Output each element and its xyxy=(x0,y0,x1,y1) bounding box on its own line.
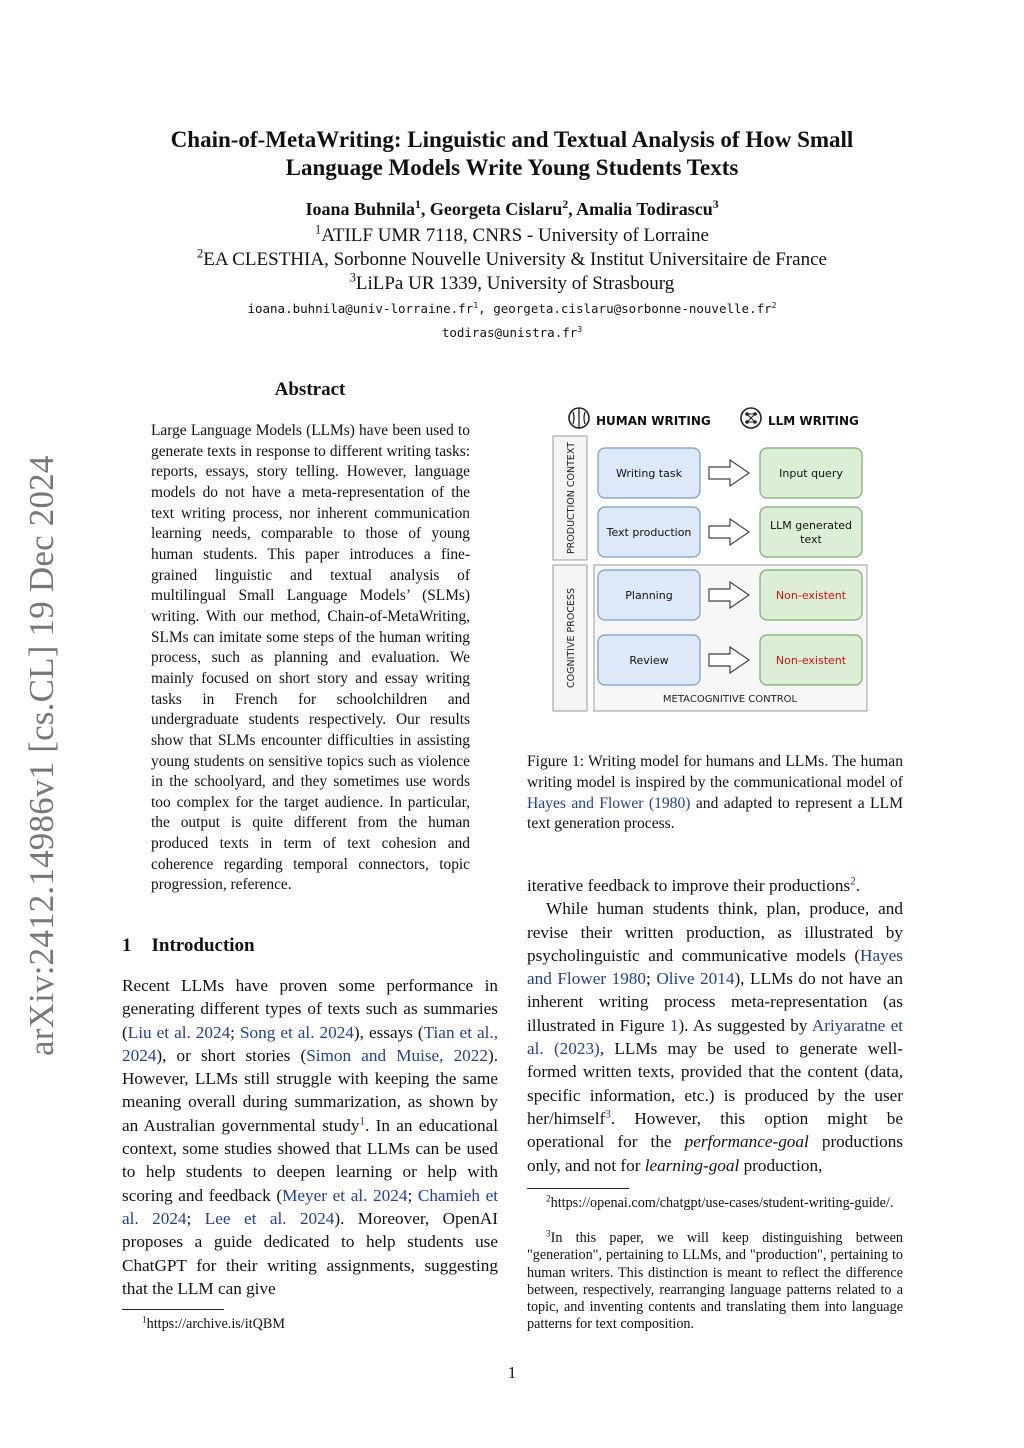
author-name: Georgeta Cislaru xyxy=(429,199,563,219)
citation-link[interactable]: Tian et al., 2024 xyxy=(122,1022,498,1065)
text-run: productions only, and not for xyxy=(527,1132,903,1175)
text-run: ). However, LLMs still struggle with keeping the same meaning overall during summarization, as shown by an Australian governmental study xyxy=(122,1045,498,1135)
email-line-2 xyxy=(100,325,924,340)
text-run: ; xyxy=(407,1185,418,1205)
introduction-paragraph xyxy=(122,974,498,1300)
figure-ref-link[interactable]: 1 xyxy=(669,1015,679,1035)
email-address[interactable]: ioana.buhnila@univ-lorraine.fr xyxy=(247,301,474,316)
footnote-ref[interactable]: 3 xyxy=(605,1108,611,1121)
arrow-right-icon xyxy=(709,519,749,545)
text-run xyxy=(544,1039,554,1058)
citation-link[interactable]: Olive 2014 xyxy=(656,969,735,989)
paragraph-continuation xyxy=(527,874,903,897)
paper-title xyxy=(100,126,924,182)
affiliation-text: EA CLESTHIA, Sorbonne Nouvelle University & Institut Universitaire de France xyxy=(203,249,827,270)
email-mark: 3 xyxy=(577,323,583,334)
abstract-heading: Abstract xyxy=(274,379,346,400)
affiliation-3 xyxy=(100,272,924,296)
citation-link[interactable]: Ariyaratne et al. xyxy=(527,1015,904,1059)
production-context-label: PRODUCTION CONTEXT xyxy=(566,441,577,555)
text-run: ), or short stories ( xyxy=(156,1045,307,1065)
text-production-label: Text production xyxy=(606,526,692,539)
email-mark: 1 xyxy=(473,299,479,310)
author-affiliation-mark: 1 xyxy=(415,198,421,211)
figure-1-caption xyxy=(527,752,903,835)
page-number: 1 xyxy=(507,1363,517,1382)
text-run: ; xyxy=(230,1022,240,1042)
text-run: production, xyxy=(739,1155,823,1175)
llm-writing-header: LLM WRITING xyxy=(768,414,859,428)
section-number: 1 xyxy=(122,935,132,956)
footnote-rule xyxy=(122,1309,224,1310)
text-run: . However, this option might be operational for the xyxy=(527,1108,903,1152)
affiliation-1 xyxy=(100,224,924,248)
non-existent-label-2: Non-existent xyxy=(775,654,847,667)
text-run: ). Moreover, OpenAI proposes a guide dedicated to help students use ChatGPT for their writing assignments, suggesting that the LLM can give xyxy=(122,1208,498,1298)
author-affiliation-mark: 2 xyxy=(562,198,569,211)
text-run: ), essays ( xyxy=(353,1022,424,1042)
citation-link[interactable]: Song et al. 2024 xyxy=(239,1022,354,1042)
citation-link[interactable]: Liu et al. 2024 xyxy=(127,1022,231,1042)
llm-generated-label-2: text xyxy=(800,533,822,546)
text-run: iterative feedback to improve their productions xyxy=(527,876,851,895)
footnote-mark: 2 xyxy=(546,1193,551,1204)
right-column-body xyxy=(527,874,903,1177)
footnote-ref[interactable]: 1 xyxy=(359,1115,366,1128)
cognitive-process-label: COGNITIVE PROCESS xyxy=(566,587,577,689)
affiliation-mark: 1 xyxy=(315,222,322,237)
text-run: ). As suggested by xyxy=(678,1015,812,1035)
text-run: , LLMs may be used to generate well-formed written texts, provided that the content (data, specific information, etc.) is produced by the user her/himself xyxy=(527,1039,903,1128)
arrow-right-icon xyxy=(709,460,749,486)
email-line-1 xyxy=(100,301,924,316)
footnote-url[interactable]: https://openai.com/chatgpt/use-cases/student-writing-guide/. xyxy=(550,1195,894,1211)
text-run: While human students think, plan, produce, and revise their written production, as illustrated by psycholinguistic and communicative models ( xyxy=(527,899,903,965)
figure-1-diagram xyxy=(550,400,872,718)
citation-link[interactable]: Hayes and Flower xyxy=(527,794,644,812)
footnote-2 xyxy=(527,1195,903,1212)
citation-link[interactable]: Hayes and Flower 1980 xyxy=(527,945,903,989)
citation-link[interactable]: Simon and Muise, 2022 xyxy=(306,1045,488,1065)
writing-task-label: Writing task xyxy=(616,467,682,480)
llm-generated-label-1: LLM generated xyxy=(769,519,853,532)
text-run: Figure 1: Writing model for humans and LLMs. The human writing model is inspired by the communicational model of xyxy=(527,753,903,791)
author-name: Amalia Todirascu xyxy=(576,199,713,219)
planning-label: Planning xyxy=(625,589,673,602)
footnote-ref[interactable]: 2 xyxy=(850,875,856,888)
affiliation-mark: 2 xyxy=(197,246,204,261)
abstract-body: Large Language Models (LLMs) have been used to generate texts in response to different writing tasks: reports, essays, story telling. However, language models do not have a meta-representation of the text writing process, nor inherent communication learning needs, comparable to those of young human students. This paper introduces a fine-grained linguistic and textual analysis of multilingual Small Language Models’ (SLMs) writing. With our method, Chain-of-MetaWriting, SLMs can imitate some steps of the human writing process, such as planning and evaluation. We mainly focused on short story and essay writing tasks in French for schoolchildren and undergraduate students respectively. Our results show that SLMs encounter difficulties in assisting young students on sensitive topics such as violence in the schoolyard, and they sometimes use words too complex for the target audience. In particular, the output is quite different from the human produced texts in term of text cohesion and coherence regarding temporal connectors, topic progression, reference. xyxy=(151,422,470,894)
email-separator: , xyxy=(478,301,486,316)
affiliation-text: LiLPa UR 1339, University of Strasbourg xyxy=(355,273,675,294)
section-heading-introduction xyxy=(122,935,498,957)
email-address[interactable]: georgeta.cislaru@sorbonne-nouvelle.fr xyxy=(493,301,772,316)
citation-link[interactable]: (2023) xyxy=(553,1039,600,1059)
affiliation-2 xyxy=(100,248,924,272)
footnote-text: In this paper, we will keep distinguishing between "generation", pertaining to LLMs, and "production", pertaining to human writers. This distinction is meant to reflect the difference between, respectively, rearranging language patterns related to a topic, and inventing contents and translating them into language patterns for text composition. xyxy=(527,1230,903,1333)
section-title: Introduction xyxy=(151,935,255,956)
text-run: . xyxy=(855,876,860,895)
email-mark: 2 xyxy=(771,299,777,310)
footnote-mark: 3 xyxy=(546,1228,551,1239)
text-run: and adapted to represent a LLM text generation process. xyxy=(527,794,903,833)
citation-link[interactable]: Meyer et al. 2024 xyxy=(282,1185,408,1205)
citation-link[interactable]: Lee et al. 2024 xyxy=(204,1208,335,1228)
text-run: ; xyxy=(186,1208,205,1228)
human-writing-header: HUMAN WRITING xyxy=(596,414,711,428)
text-run: ; xyxy=(645,969,657,989)
network-brain-icon xyxy=(741,408,761,428)
arxiv-identifier: arXiv:2412.14986v1 [cs.CL] 19 Dec 2024 xyxy=(22,455,61,1056)
text-run: . In an educational context, some studies showed that LLMs can be used to help students to deepen learning or help with scoring and feedback ( xyxy=(122,1115,498,1205)
author-name: Ioana Buhnila xyxy=(305,199,415,219)
author-affiliation-mark: 3 xyxy=(712,198,719,211)
affiliation-text: ATILF UMR 7118, CNRS - University of Lorraine xyxy=(321,225,709,246)
text-run: Recent LLMs have proven some performance in generating different types of texts such as summaries ( xyxy=(122,976,498,1042)
review-label: Review xyxy=(629,654,669,667)
author-list: Ioana Buhnila$^1$, Georgeta Cislaru$^2$, Amalia Todirascu$^3$ xyxy=(305,198,719,219)
email-address[interactable]: todiras@unistra.fr xyxy=(441,325,578,340)
footnote-mark: 1 xyxy=(142,1314,147,1325)
affiliation-mark: 3 xyxy=(349,270,356,285)
citation-link[interactable]: Chamieh et al. 2024 xyxy=(122,1185,498,1228)
text-run: ), LLMs do not have an inherent writing process meta-representation (as illustrated in Figure xyxy=(527,969,903,1035)
footnote-3 xyxy=(527,1230,903,1334)
title-line-2: Language Models Write Young Students Texts xyxy=(285,155,739,180)
brain-icon xyxy=(569,408,589,428)
emphasis: performance-goal xyxy=(684,1132,809,1152)
input-query-label: Input query xyxy=(779,467,843,480)
llm-generated-text-box xyxy=(760,507,862,557)
footnote-rule xyxy=(527,1188,629,1189)
metacognitive-control-label: METACOGNITIVE CONTROL xyxy=(662,694,798,705)
title-line-1: Chain-of-MetaWriting: Linguistic and Textual Analysis of How Small xyxy=(170,127,854,152)
footnote-1 xyxy=(142,1316,498,1333)
paragraph xyxy=(527,897,903,1177)
emphasis: learning-goal xyxy=(644,1155,740,1175)
citation-link[interactable]: (1980) xyxy=(648,794,691,812)
footnote-url[interactable]: https://archive.is/itQBM xyxy=(146,1316,285,1332)
non-existent-label-1: Non-existent xyxy=(775,589,847,602)
